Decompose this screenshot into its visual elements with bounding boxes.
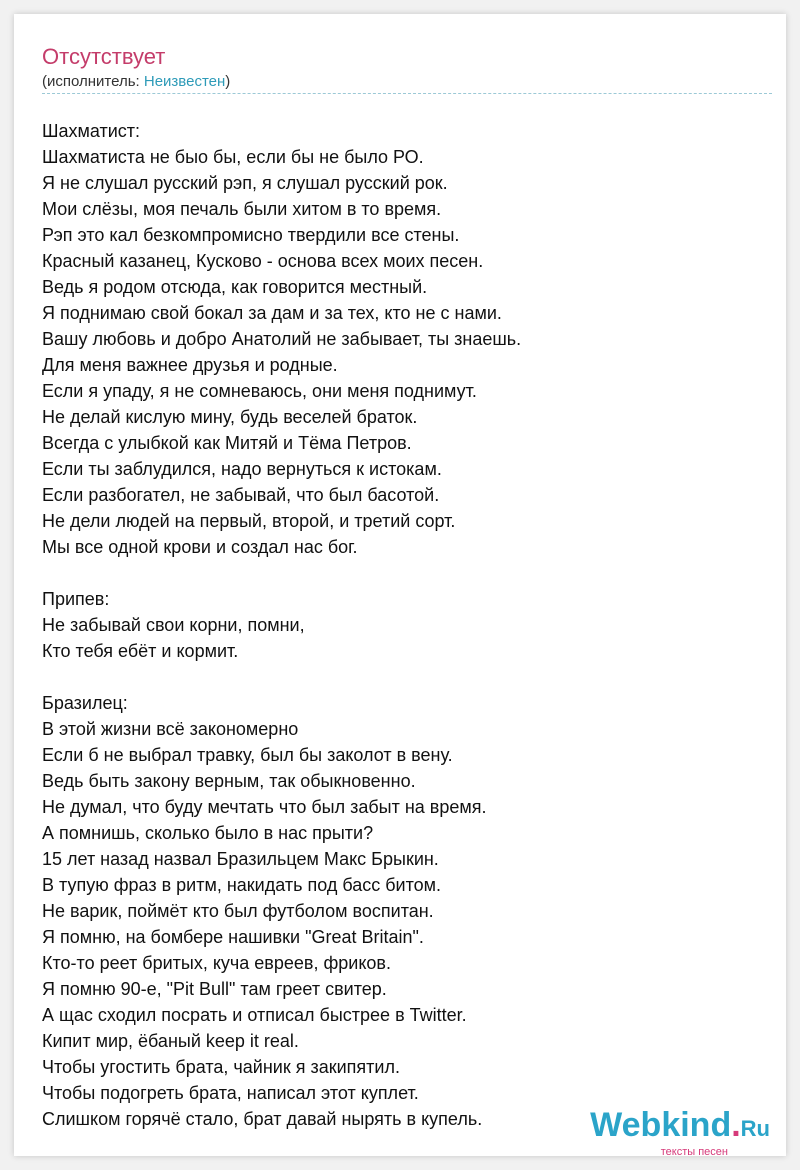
lyric-line: А помнишь, сколько было в нас прыти? bbox=[42, 823, 374, 843]
watermark-tld: Ru bbox=[740, 1116, 770, 1141]
lyric-line: Шахматист: bbox=[42, 121, 141, 141]
lyric-line: Кто-то реет бритых, куча евреев, фриков. bbox=[42, 953, 391, 973]
lyric-line: Я помню, на бомбере нашивки "Great Britain". bbox=[42, 927, 424, 947]
lyric-line: Слишком горячё стало, брат давай нырять в купель. bbox=[42, 1109, 483, 1129]
artist-suffix: ) bbox=[225, 73, 231, 90]
song-title: Отсутствует bbox=[42, 44, 166, 69]
lyric-line: Кто тебя ебёт и кормит. bbox=[42, 641, 239, 661]
lyric-line: Припев: bbox=[42, 589, 110, 609]
lyric-line: А щас сходил посрать и отписал быстрее в Twitter. bbox=[42, 1005, 467, 1025]
lyric-line: Не забывай свои корни, помни, bbox=[42, 615, 305, 635]
site-watermark bbox=[570, 1106, 770, 1158]
lyric-line: Я не слушал русский рэп, я слушал русский рок. bbox=[42, 173, 448, 193]
lyric-line: Не дели людей на первый, второй, и третий сорт. bbox=[42, 511, 456, 531]
lyric-line: Бразилец: bbox=[42, 693, 128, 713]
lyric-line: Мои слёзы, моя печаль были хитом в то время. bbox=[42, 199, 442, 219]
lyric-line: Мы все одной крови и создал нас бог. bbox=[42, 537, 358, 557]
lyric-line: Чтобы подогреть брата, написал этот куплет. bbox=[42, 1083, 419, 1103]
watermark-subtitle: тексты песен bbox=[660, 1146, 728, 1158]
lyric-line: Красный казанец, Кусково - основа всех моих песен. bbox=[42, 251, 484, 271]
lyrics-card bbox=[14, 14, 786, 1156]
stanza-break bbox=[42, 664, 772, 690]
lyric-line: Чтобы угостить брата, чайник я закипятил. bbox=[42, 1057, 400, 1077]
lyric-line: Для меня важнее друзья и родные. bbox=[42, 355, 338, 375]
lyric-line: Если б не выбрал травку, был бы заколот в вену. bbox=[42, 745, 453, 765]
header-divider bbox=[42, 93, 772, 94]
lyric-line: Не варик, поймёт кто был футболом воспитан. bbox=[42, 901, 434, 921]
lyric-line: В этой жизни всё закономерно bbox=[42, 719, 299, 739]
artist-prefix: (исполнитель: bbox=[42, 73, 144, 90]
lyric-line: Я поднимаю свой бокал за дам и за тех, кто не с нами. bbox=[42, 303, 502, 323]
lyric-line: Не думал, что буду мечтать что был забыт на время. bbox=[42, 797, 487, 817]
lyric-line: Ведь быть закону верным, так обыкновенно. bbox=[42, 771, 416, 791]
watermark-brand: Webkind bbox=[590, 1106, 732, 1144]
lyric-line: Если я упаду, я не сомневаюсь, они меня поднимут. bbox=[42, 381, 477, 401]
lyric-line: 15 лет назад назвал Бразильцем Макс Брыкин. bbox=[42, 849, 439, 869]
lyric-line: Я помню 90-е, "Pit Bull" там греет свитер. bbox=[42, 979, 387, 999]
artist-line bbox=[42, 73, 230, 91]
lyric-line: Не делай кислую мину, будь веселей браток. bbox=[42, 407, 418, 427]
lyric-line: Ведь я родом отсюда, как говорится местный. bbox=[42, 277, 428, 297]
stanza-break bbox=[42, 560, 772, 586]
lyric-line: В тупую фраз в ритм, накидать под басс битом. bbox=[42, 875, 442, 895]
lyric-line: Если разбогател, не забывай, что был басотой. bbox=[42, 485, 440, 505]
lyric-line: Вашу любовь и добро Анатолий не забывает, ты знаешь. bbox=[42, 329, 522, 349]
lyric-line: Если ты заблудился, надо вернуться к истокам. bbox=[42, 459, 442, 479]
artist-link[interactable]: Неизвестен bbox=[143, 73, 226, 90]
watermark-logo bbox=[590, 1106, 770, 1145]
lyrics-text bbox=[42, 118, 772, 1132]
lyric-line: Рэп это кал безкомпромисно твердили все стены. bbox=[42, 225, 460, 245]
lyric-line: Кипит мир, ёбаный keep it real. bbox=[42, 1031, 299, 1051]
lyric-line: Шахматиста не быо бы, если бы не было РО. bbox=[42, 147, 424, 167]
lyric-line: Всегда с улыбкой как Митяй и Тёма Петров. bbox=[42, 433, 412, 453]
watermark-dot: . bbox=[731, 1106, 741, 1144]
